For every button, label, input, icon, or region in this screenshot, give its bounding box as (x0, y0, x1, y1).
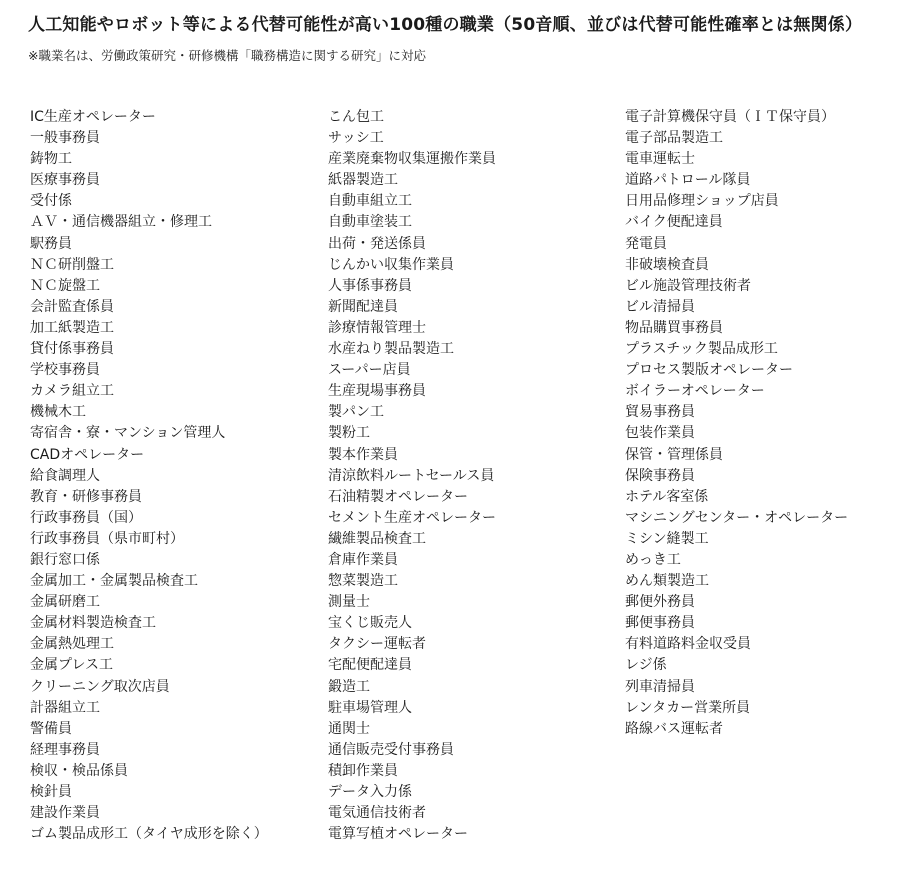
occupation-item: 金属研磨工 (30, 594, 100, 611)
occupation-item: レンタカー営業所員 (625, 699, 751, 716)
occupation-item: 宝くじ販売人 (328, 615, 412, 632)
occupation-item: 製パン工 (328, 404, 384, 421)
occupation-item: 行政事務員（国） (30, 509, 142, 526)
occupation-item: 寄宿舎・寮・マンション管理人 (30, 425, 226, 442)
occupation-item: 路線バス運転者 (625, 720, 723, 737)
occupation-item: 非破壊検査員 (625, 256, 709, 273)
occupation-item: プラスチック製品成形工 (625, 341, 778, 358)
source-note: ※職業名は、労働政策研究・研修機構「職務構造に関する研究」に対応 (28, 48, 426, 63)
occupation-item: 経理事務員 (30, 741, 100, 758)
occupation-item: バイク便配達員 (625, 214, 723, 231)
occupation-item: 電算写植オペレーター (328, 826, 468, 843)
occupation-item: 製本作業員 (328, 446, 398, 463)
occupation-item: 計器組立工 (30, 699, 100, 716)
occupation-item: 金属材料製造検査工 (30, 615, 156, 632)
occupation-item: 受付係 (30, 193, 72, 210)
occupation-item: 積卸作業員 (328, 762, 398, 779)
occupation-item: IC生産オペレーター (30, 109, 156, 125)
occupation-item: めっき工 (625, 551, 681, 568)
occupation-item: 自動車塗装工 (328, 214, 412, 231)
occupation-item: 医療事務員 (30, 172, 100, 189)
occupation-item: 発電員 (625, 235, 667, 252)
occupation-item: ＡＶ・通信機器組立・修理工 (30, 214, 212, 231)
occupation-item: カメラ組立工 (30, 383, 114, 400)
occupation-item: 製粉工 (328, 425, 370, 442)
occupation-item: ミシン縫製工 (625, 530, 709, 547)
occupation-item: クリーニング取次店員 (30, 678, 170, 695)
occupation-item: プロセス製版オペレーター (625, 362, 793, 379)
occupation-item: 新聞配達員 (328, 298, 398, 315)
occupation-item: 機械木工 (30, 404, 86, 421)
occupation-item: 石油精製オペレーター (328, 488, 468, 505)
occupation-item: 電子計算機保守員（ＩＴ保守員） (625, 109, 835, 125)
occupation-item: 保険事務員 (625, 467, 695, 484)
occupation-item: 紙器製造工 (328, 172, 398, 189)
occupation-item: じんかい収集作業員 (328, 256, 454, 273)
occupation-item: 金属プレス工 (30, 657, 114, 674)
occupation-item: こん包工 (328, 109, 384, 125)
occupation-item: 会計監査係員 (30, 298, 114, 315)
occupation-item: 電気通信技術者 (328, 805, 426, 822)
occupation-item: 通関士 (328, 720, 370, 737)
occupation-item: 郵便事務員 (625, 615, 695, 632)
occupation-item: 鍛造工 (328, 678, 370, 695)
occupation-item: 貿易事務員 (625, 404, 695, 421)
occupation-item: 保管・管理係員 (625, 446, 723, 463)
occupation-item: 測量士 (328, 594, 370, 611)
occupation-item: 検収・検品係員 (30, 762, 128, 779)
occupation-item: 人事係事務員 (328, 277, 412, 294)
occupation-item: ビル清掃員 (625, 298, 695, 315)
occupation-item: 生産現場事務員 (328, 383, 426, 400)
occupation-item: 物品購買事務員 (625, 319, 723, 336)
occupation-item: 金属加工・金属製品検査工 (30, 573, 198, 590)
occupation-item: ゴム製品成形工（タイヤ成形を除く） (30, 826, 268, 843)
occupation-item: 日用品修理ショップ店員 (625, 193, 779, 210)
occupation-item: ビル施設管理技術者 (625, 277, 751, 294)
occupation-item: 診療情報管理士 (328, 319, 426, 336)
occupation-item: めん類製造工 (625, 573, 709, 590)
occupation-item: 清涼飲料ルートセールス員 (328, 467, 495, 484)
occupation-item: 包装作業員 (625, 425, 695, 442)
occupation-item: レジ係 (625, 657, 667, 674)
occupation-item: 惣菜製造工 (328, 573, 398, 590)
occupation-item: 給食調理人 (30, 467, 100, 484)
occupation-item: 警備員 (30, 720, 72, 737)
occupation-item: 郵便外務員 (625, 594, 695, 611)
occupation-item: スーパー店員 (328, 362, 411, 379)
occupation-item: 検針員 (30, 784, 72, 800)
occupation-item: マシニングセンター・オペレーター (625, 509, 849, 526)
occupation-item: 加工紙製造工 (30, 319, 114, 336)
occupation-item: 鋳物工 (30, 151, 72, 168)
occupation-item: 銀行窓口係 (30, 551, 100, 568)
occupation-item: 繊維製品検査工 (328, 530, 426, 547)
occupation-item: 宅配便配達員 (328, 657, 412, 674)
occupation-item: サッシ工 (328, 130, 384, 147)
occupation-item: ＮＣ研削盤工 (30, 256, 114, 273)
occupation-item: セメント生産オペレーター (328, 509, 496, 526)
occupation-item: ＮＣ旋盤工 (30, 277, 100, 294)
document-title: 人工知能やロボット等による代替可能性が高い100種の職業（50音順、並びは代替可能性確率とは無関係） (28, 15, 863, 35)
occupation-item: 駅務員 (30, 235, 72, 252)
occupation-item: データ入力係 (328, 784, 412, 800)
occupation-item: 教育・研修事務員 (30, 488, 142, 505)
occupation-column-1 (30, 107, 328, 845)
occupation-item: 有料道路料金収受員 (625, 636, 751, 653)
occupation-item: ボイラーオペレーター (625, 383, 765, 400)
occupation-item: 駐車場管理人 (328, 699, 412, 716)
occupation-item: タクシー運転者 (328, 636, 426, 653)
occupation-item: 電車運転士 (625, 151, 695, 168)
occupation-item: 貸付係事務員 (30, 341, 114, 358)
occupation-item: 学校事務員 (30, 362, 100, 379)
occupation-item: 水産ねり製品製造工 (328, 341, 454, 358)
occupation-column-2 (328, 107, 625, 845)
occupation-columns (30, 107, 898, 845)
occupation-item: 金属熱処理工 (30, 636, 114, 653)
occupation-item: 一般事務員 (30, 130, 100, 147)
occupation-item: 自動車組立工 (328, 193, 412, 210)
occupation-item: 列車清掃員 (625, 678, 695, 695)
occupation-item: 産業廃棄物収集運搬作業員 (328, 151, 496, 168)
occupation-item: 出荷・発送係員 (328, 235, 426, 252)
occupation-item: 倉庫作業員 (328, 551, 398, 568)
occupation-item: 道路パトロール隊員 (625, 172, 751, 189)
occupation-item: ホテル客室係 (625, 488, 709, 505)
occupation-item: 電子部品製造工 (625, 130, 723, 147)
occupation-item: 建設作業員 (30, 805, 100, 822)
occupation-item: 通信販売受付事務員 (328, 741, 454, 758)
occupation-item: 行政事務員（県市町村） (30, 530, 184, 547)
occupation-item: CADオペレーター (30, 446, 145, 463)
occupation-column-3 (625, 107, 895, 845)
